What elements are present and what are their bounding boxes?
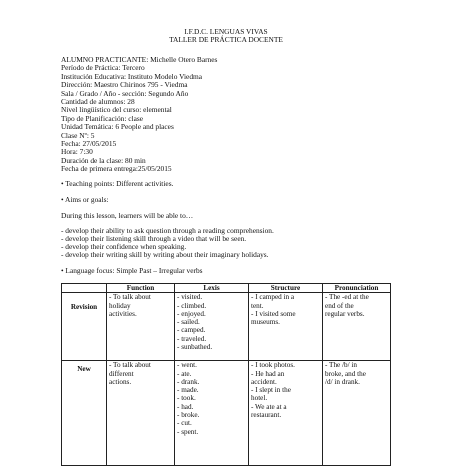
cell-line: - visited.	[177, 293, 203, 302]
cell-line: tent.	[251, 301, 264, 310]
student-info-block	[61, 56, 401, 174]
column-header: Function	[107, 284, 175, 293]
cell-line: - The -ed at the	[325, 293, 369, 302]
objective-item: - develop their writing skill by writing about their imaginary holidays.	[61, 250, 269, 259]
row-header: Revision	[62, 293, 107, 361]
language-focus: • Language focus: Simple Past – Irregular verbs	[61, 266, 203, 275]
info-line: Dirección: Maestro Chirinos 795 - Viedma	[61, 80, 188, 90]
function-cell	[107, 293, 175, 361]
lexis-cell	[175, 293, 249, 361]
pronunciation-cell	[323, 361, 391, 466]
cell-line: - ate.	[177, 369, 192, 378]
info-line: Sala / Grado / Año - sección: Segundo Año	[61, 88, 189, 98]
cell-line: accident.	[251, 377, 277, 386]
pronunciation-cell	[323, 293, 391, 361]
cell-line: actions.	[109, 377, 132, 386]
cell-line: - had.	[177, 402, 194, 411]
structure-cell	[249, 361, 323, 466]
objective-item: - develop their ability to ask question through a reading comprehension.	[61, 226, 274, 235]
info-line: Fecha: 27/05/2015	[61, 139, 117, 149]
cell-line: end of the	[325, 301, 354, 310]
function-cell	[107, 361, 175, 466]
table-header-row	[62, 284, 391, 293]
cell-line: - made.	[177, 386, 199, 395]
cell-line: hotel.	[251, 394, 268, 403]
cell-line: - To talk about	[109, 293, 151, 302]
cell-line: - He had an	[251, 369, 285, 378]
objective-item: - develop their listening skill through a video that will be seen.	[61, 234, 247, 243]
cell-line: - spent.	[177, 427, 199, 436]
cell-line: /d/ in drank.	[325, 377, 360, 386]
info-line: Unidad Temática: 6 People and places	[61, 122, 174, 132]
structure-cell	[249, 293, 323, 361]
cell-line: regular verbs.	[325, 309, 365, 318]
cell-line: - To talk about	[109, 361, 151, 370]
info-line: ALUMNO PRACTICANTE: Michelle Otero Barnes	[61, 55, 218, 64]
cell-line: museums.	[251, 318, 280, 327]
table-row	[62, 361, 391, 466]
info-line: Duración de la clase: 80 min	[61, 155, 146, 165]
table-corner-cell	[62, 284, 107, 293]
row-header: New	[62, 361, 107, 466]
cell-line: - sailed.	[177, 318, 200, 327]
column-header: Structure	[249, 284, 323, 293]
info-line: Cantidad de alumnos: 28	[61, 97, 135, 107]
cell-line: - traveled.	[177, 334, 207, 343]
cell-line: - climbed.	[177, 301, 207, 310]
info-line: Institución Educativa: Instituto Modelo Viedma	[61, 71, 203, 81]
cell-line: - The /b/ in	[325, 361, 358, 370]
workshop-title: TALLER DE PRÁCTICA DOCENTE	[169, 35, 283, 44]
info-line: Fecha de primera entrega:25/05/2015	[61, 164, 172, 174]
institution-title: I.F.D.C. LENGUAS VIVAS	[184, 27, 268, 36]
info-line: Período de Práctica: Tercero	[61, 63, 145, 73]
cell-line: different	[109, 369, 134, 378]
teaching-points: • Teaching points: Different activities.	[61, 179, 174, 188]
cell-line: - sunbathed.	[177, 343, 213, 352]
cell-line: - drank.	[177, 377, 200, 386]
lesson-plan-table	[61, 283, 391, 466]
cell-line: - enjoyed.	[177, 309, 206, 318]
cell-line: restaurant.	[251, 411, 282, 420]
cell-line: - I took photos.	[251, 361, 295, 370]
objective-item: - develop their confidence when speaking.	[61, 242, 187, 251]
cell-line: - I slept in the	[251, 386, 291, 395]
cell-line: - cut.	[177, 419, 192, 428]
lexis-cell	[175, 361, 249, 466]
info-line: Clase Nº: 5	[61, 130, 95, 140]
cell-line: - went.	[177, 361, 197, 370]
cell-line: - took.	[177, 394, 196, 403]
aims-heading: • Aims or goals:	[61, 195, 109, 204]
cell-line: - I visited some	[251, 309, 296, 318]
cell-line: broke, and the	[325, 369, 366, 378]
cell-line: - camped.	[177, 326, 206, 335]
cell-line: holiday	[109, 301, 131, 310]
info-line: Hora: 7:30	[61, 147, 93, 157]
cell-line: - broke.	[177, 411, 200, 420]
lesson-intro: During this lesson, learners will be able to…	[61, 211, 194, 220]
info-line: Tipo de Planificación: clase	[61, 113, 144, 123]
cell-line: - I camped in a	[251, 293, 295, 302]
column-header: Lexis	[175, 284, 249, 293]
info-line: Nivel lingüístico del curso: elemental	[61, 105, 172, 115]
cell-line: - We ate at a	[251, 402, 287, 411]
cell-line: activities.	[109, 309, 137, 318]
table-row	[62, 293, 391, 361]
column-header: Pronunciation	[323, 284, 391, 293]
